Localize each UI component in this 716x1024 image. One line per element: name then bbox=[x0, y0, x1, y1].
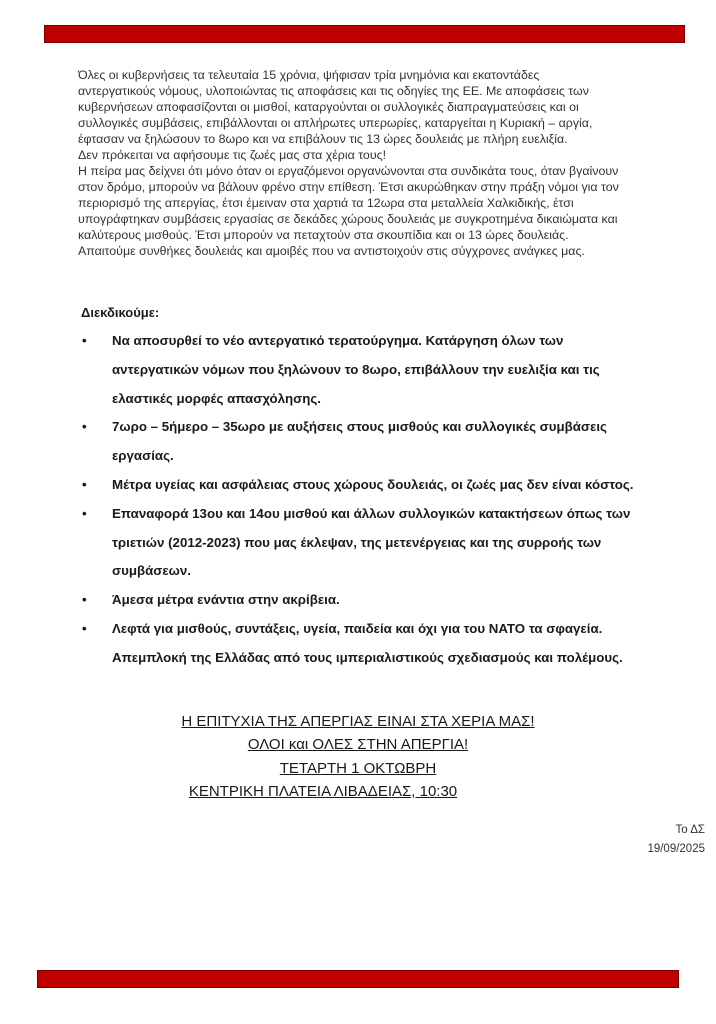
bullet-icon: • bbox=[82, 620, 87, 636]
claim-line: συμβάσεων. bbox=[112, 563, 191, 579]
claim-item bbox=[80, 615, 634, 673]
bullet-icon: • bbox=[82, 505, 87, 521]
headline bbox=[0, 710, 716, 803]
claim-line: Μέτρα υγείας και ασφάλειας στους χώρους δουλειάς, οι ζωές μας δεν είναι κόστος. bbox=[112, 476, 634, 492]
claim-line: ελαστικές μορφές απασχόλησης. bbox=[112, 390, 321, 406]
signature-author: Το ΔΣ bbox=[675, 824, 705, 836]
bullet-icon: • bbox=[82, 476, 87, 492]
claim-item bbox=[80, 471, 634, 500]
top-red-bar bbox=[44, 25, 685, 43]
bottom-red-bar bbox=[37, 970, 679, 988]
claim-line: Επαναφορά 13ου και 14ου μισθού και άλλων συλλογικών κατακτήσεων όπως των bbox=[112, 505, 631, 521]
intro-paragraph bbox=[78, 67, 619, 259]
intro-line: Όλες οι κυβερνήσεις τα τελευταία 15 χρόνια, ψήφισαν τρία μνημόνια και εκατοντάδες bbox=[78, 68, 540, 82]
claim-line: εργασίας. bbox=[112, 448, 174, 464]
claim-item bbox=[80, 327, 634, 413]
bullet-icon: • bbox=[82, 333, 87, 348]
intro-line: Η πείρα μας δείχνει ότι μόνο όταν οι εργαζόμενοι οργανώνονται στα συνδικάτα τους, όταν βγαίνουν bbox=[78, 164, 619, 178]
claim-item bbox=[80, 586, 634, 615]
intro-line: αντεργατικούς νόμους, υλοποιώντας τις αποφάσεις και τις οδηγίες της ΕΕ. Με αποφάσεις των bbox=[78, 84, 589, 98]
intro-line: συλλογικές συμβάσεις, επιβάλλονται οι απλήρωτες υπερωρίες, καταργείται η Κυριακή – αργία, bbox=[78, 116, 593, 130]
intro-line: Απαιτούμε συνθήκες δουλειάς και αμοιβές που να αντιστοιχούν στις σύγχρονες ανάγκες μας. bbox=[78, 244, 585, 258]
bullet-icon: • bbox=[82, 592, 87, 608]
claim-line: τριετιών (2012-2023) που μας έκλεψαν, της μετενέργειας και της συρροής των bbox=[112, 534, 602, 550]
headline-line: ΟΛΟΙ και ΟΛΕΣ ΣΤΗΝ ΑΠΕΡΓΙΑ! bbox=[247, 736, 469, 754]
intro-line: υπογράφτηκαν συμβάσεις εργασίας σε δεκάδες χώρους δουλειάς με συγκροτημένα δικαιώματα και bbox=[78, 212, 618, 226]
claim-line: Λεφτά για μισθούς, συντάξεις, υγεία, παιδεία και όχι για του ΝΑΤΟ τα σφαγεία. bbox=[112, 620, 603, 636]
intro-line: στον δρόμο, μπορούν να βάλουν φρένο στην επίθεση. Έτσι ακυρώθηκαν στην πράξη νόμοι για τον bbox=[78, 180, 619, 194]
intro-line: Δεν πρόκειται να αφήσουμε τις ζωές μας στα χέρια τους! bbox=[78, 148, 387, 162]
headline-line: Η ΕΠΙΤΥΧΙΑ ΤΗΣ ΑΠΕΡΓΙΑΣ ΕΙΝΑΙ ΣΤΑ ΧΕΡΙΑ ΜΑΣ! bbox=[181, 713, 535, 730]
intro-line: καλύτερους μισθούς. Έτσι μπορούν να πεταχτούν στα σκουπίδια και οι 13 ώρες δουλειάς. bbox=[78, 228, 569, 242]
signature bbox=[647, 821, 705, 859]
claims-title: Διεκδικούμε: bbox=[81, 305, 160, 320]
intro-line: κυβερνήσεων αποφασίζονται οι μισθοί, καταργούνται οι συλλογικές διαπραγματεύσεις και οι bbox=[78, 100, 579, 114]
claim-line: Άμεσα μέτρα ενάντια στην ακρίβεια. bbox=[112, 592, 340, 608]
intro-line: έφτασαν να ξηλώσουν το 8ωρο και να επιβάλουν τις 13 ώρες δουλειάς με πλήρη ευελιξία. bbox=[78, 132, 568, 146]
claim-item bbox=[80, 500, 634, 586]
bullet-icon: • bbox=[82, 419, 87, 435]
intro-line: περιορισμό της απεργίας, έτσι έμειναν στα χαρτιά τα 12ωρα στα μεταλλεία Χαλκιδικής, έτσι bbox=[78, 196, 574, 210]
claim-line: 7ωρο – 5ήμερο – 35ωρο με αυξήσεις στους μισθούς και συλλογικές συμβάσεις bbox=[112, 419, 607, 435]
claims-list bbox=[80, 327, 634, 673]
claim-line: Να αποσυρθεί το νέο αντεργατικό τερατούργημα. Κατάργηση όλων των bbox=[112, 333, 564, 348]
headline-line: ΤΕΤΑΡΤΗ 1 ΟΚΤΩΒΡΗ bbox=[279, 759, 437, 777]
claim-item bbox=[80, 413, 634, 471]
claim-line: Απεμπλοκή της Ελλάδας από τους ιμπεριαλιστικούς σχεδιασμούς και πολέμους. bbox=[112, 649, 623, 665]
headline-line: ΚΕΝΤΡΙΚΗ ΠΛΑΤΕΙΑ ΛΙΒΑΔΕΙΑΣ, 10:30 bbox=[188, 782, 458, 800]
signature-date: 19/09/2025 bbox=[647, 843, 705, 855]
claim-line: αντεργατικών νόμων που ξηλώνουν το 8ωρο, επιβάλλουν την ευελιξία και τις bbox=[112, 361, 600, 377]
